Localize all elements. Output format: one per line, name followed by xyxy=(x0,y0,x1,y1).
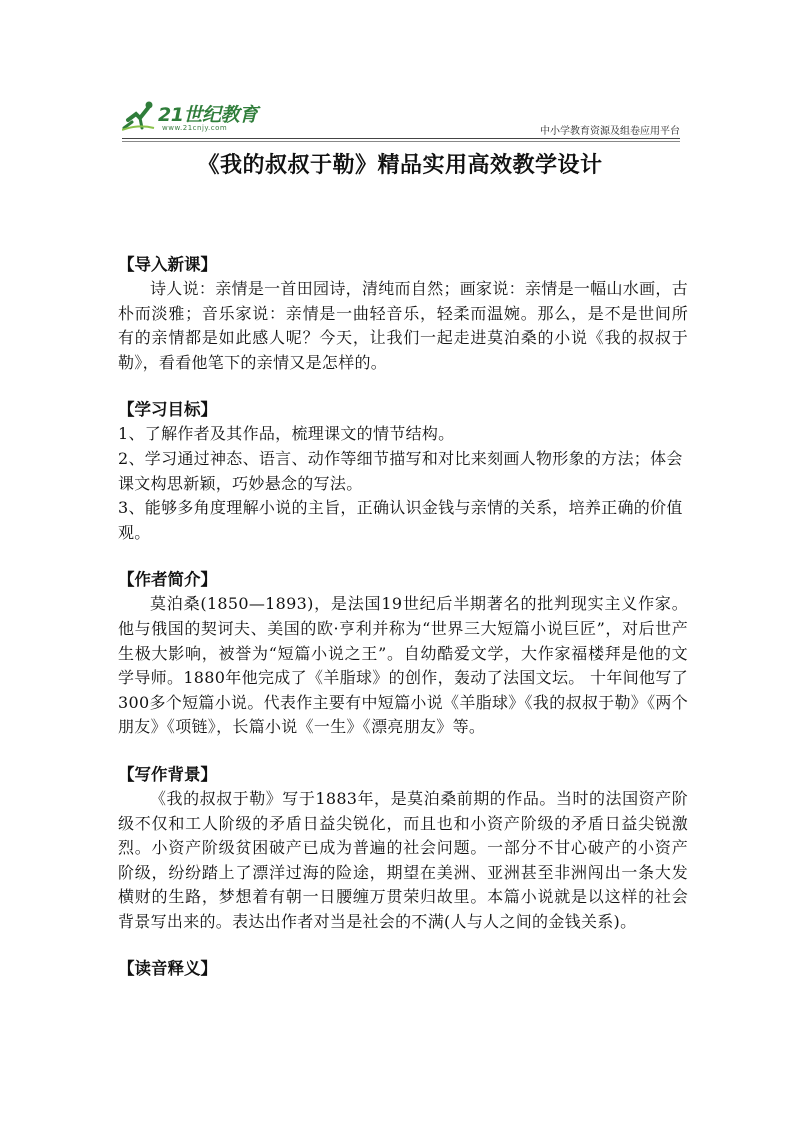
section-heading: 【写作背景】 xyxy=(118,764,217,784)
section-heading: 【读音释义】 xyxy=(118,959,217,979)
logo xyxy=(122,98,282,138)
section-heading: 【作者简介】 xyxy=(118,570,217,590)
page-header xyxy=(122,98,680,142)
goal-item: 2、学习通过神态、语言、动作等细节描写和对比来刻画人物形象的方法；体会课文构思新颖，巧妙悬念的写法。 xyxy=(118,448,683,493)
section-heading: 【学习目标】 xyxy=(118,400,217,420)
logo-url: www.21cnjy.com xyxy=(162,124,228,132)
section-goals xyxy=(118,397,688,545)
platform-label: 中小学教育资源及组卷应用平台 xyxy=(540,126,680,137)
section-background xyxy=(118,762,688,935)
header-divider xyxy=(122,138,680,139)
section-heading: 【导入新课】 xyxy=(118,255,217,274)
section-pronunciation xyxy=(118,956,688,981)
logo-text: 21世纪教育 xyxy=(158,104,258,126)
document-title: 《我的叔叔于勒》精品实用高效教学设计 xyxy=(197,153,603,178)
goal-item: 1、了解作者及其作品，梳理课文的情节结构。 xyxy=(118,424,455,444)
header-divider-thin xyxy=(122,141,680,142)
goal-item: 3、能够多角度理解小说的主旨，正确认识金钱与亲情的关系，培养正确的价值观。 xyxy=(118,498,683,542)
section-paragraph: 莫泊桑(1850—1893)，是法国19世纪后半期著名的批判现实主义作家。他与俄国的契诃夫、美国的欧·亨利并称为“世界三大短篇小说巨匠”，对后世产生极大影响，被誉为“短篇小说之王”。自幼酷爱文学，大作家福楼拜是他的文学导师。1880年他完成了《羊脂球》的创作，轰动了法国文坛。 十年间他写了300多个短篇小说。代表作主要有中短篇小说《羊脂球》《我的叔叔于勒》《两个朋友》《项链》，长篇小说《一生》《漂亮朋友》等。 xyxy=(118,594,688,737)
section-paragraph: 《我的叔叔于勒》写于1883年，是莫泊桑前期的作品。当时的法国资产阶级不仅和工人阶级的矛盾日益尖锐化，而且也和小资产阶级的矛盾日益尖锐激烈。小资产阶级贫困破产已成为普遍的社会问题。一部分不甘心破产的小资产阶级，纷纷踏上了漂洋过海的险途，期望在美洲、亚洲甚至非洲闯出一条大发横财的生路，梦想着有朝一日腰缠万贯荣归故里。本篇小说就是以这样的社会背景写出来的。表达出作者对当是社会的不满(人与人之间的金钱关系)。 xyxy=(118,788,688,931)
section-author xyxy=(118,567,688,740)
runner-logo-icon xyxy=(122,100,156,132)
section-paragraph: 诗人说：亲情是一首田园诗，清纯而自然；画家说：亲情是一幅山水画，古朴而淡雅；音乐家说：亲情是一曲轻音乐，轻柔而温婉。那么，是不是世间所有的亲情都是如此感人呢？今天，让我们一起走进莫泊桑的小说《我的叔叔于勒》，看看他笔下的亲情又是怎样的。 xyxy=(118,279,688,372)
section-intro xyxy=(118,252,688,375)
document-body xyxy=(118,252,688,1003)
